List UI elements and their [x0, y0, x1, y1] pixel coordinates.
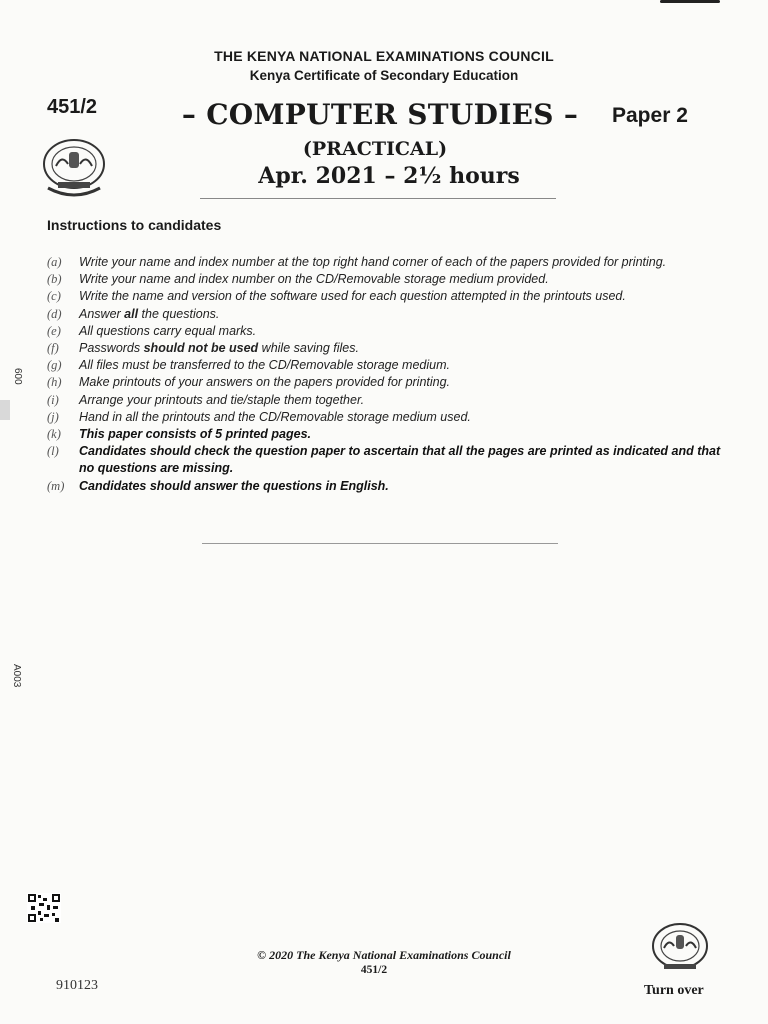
paper-type: (PRACTICAL): [302, 138, 448, 160]
list-item: (i) Arrange your printouts and tie/staple them together.: [47, 392, 365, 407]
list-item: (g) All files must be transferred to the CD/Removable storage medium.: [47, 358, 450, 373]
paper-number: Paper 2: [612, 104, 688, 127]
date-duration: Apr. 2021 – 2½ hours: [258, 163, 520, 189]
list-item: (a) Write your name and index number at the top right hand corner of each of the papers provided for printing.: [47, 255, 667, 269]
list-item: (k) This paper consists of 5 printed pages.: [47, 427, 311, 442]
list-item: (h) Make printouts of your answers on the papers provided for printing.: [47, 375, 451, 390]
list-item: (j) Hand in all the printouts and the CD/Removable storage medium used.: [47, 409, 471, 424]
instructions-list: [47, 254, 727, 495]
paper-code: 451/2: [47, 96, 98, 118]
copyright-notice: © 2020 The Kenya National Examinations Council: [257, 948, 511, 962]
subject-title: – COMPUTER STUDIES –: [181, 98, 579, 131]
scan-edge-mark: [0, 400, 10, 420]
list-item: (c) Write the name and version of the software used for each question attempted in the printouts used.: [47, 289, 626, 304]
end-divider: [202, 543, 558, 544]
qr-code-icon: [27, 893, 61, 923]
list-item: (e) All questions carry equal marks.: [47, 323, 257, 338]
header-divider: [200, 198, 556, 199]
scan-mark: [660, 0, 720, 3]
serial-number: 910123: [56, 978, 98, 993]
list-item: (f) Passwords should not be used while saving files.: [47, 341, 359, 356]
knec-emblem-icon: [38, 136, 110, 200]
list-item: (m) Candidates should answer the questions in English.: [47, 478, 389, 493]
knec-emblem-icon: [648, 920, 712, 980]
list-item: (l) Candidates should check the question paper to ascertain that all the pages are printed as indicated and that no questions are missing.: [47, 444, 721, 476]
side-code: A003: [11, 664, 22, 688]
instructions-heading: Instructions to candidates: [47, 217, 222, 233]
list-item: (b) Write your name and index number on the CD/Removable storage medium provided.: [47, 272, 549, 287]
certificate-title: Kenya Certificate of Secondary Education: [249, 68, 519, 83]
list-item: (d) Answer all the questions.: [47, 306, 220, 321]
council-title: THE KENYA NATIONAL EXAMINATIONS COUNCIL: [214, 48, 554, 64]
footer-paper-code: 451/2: [360, 964, 388, 976]
side-code: 600: [12, 368, 23, 385]
turn-over-label: Turn over: [644, 983, 704, 998]
